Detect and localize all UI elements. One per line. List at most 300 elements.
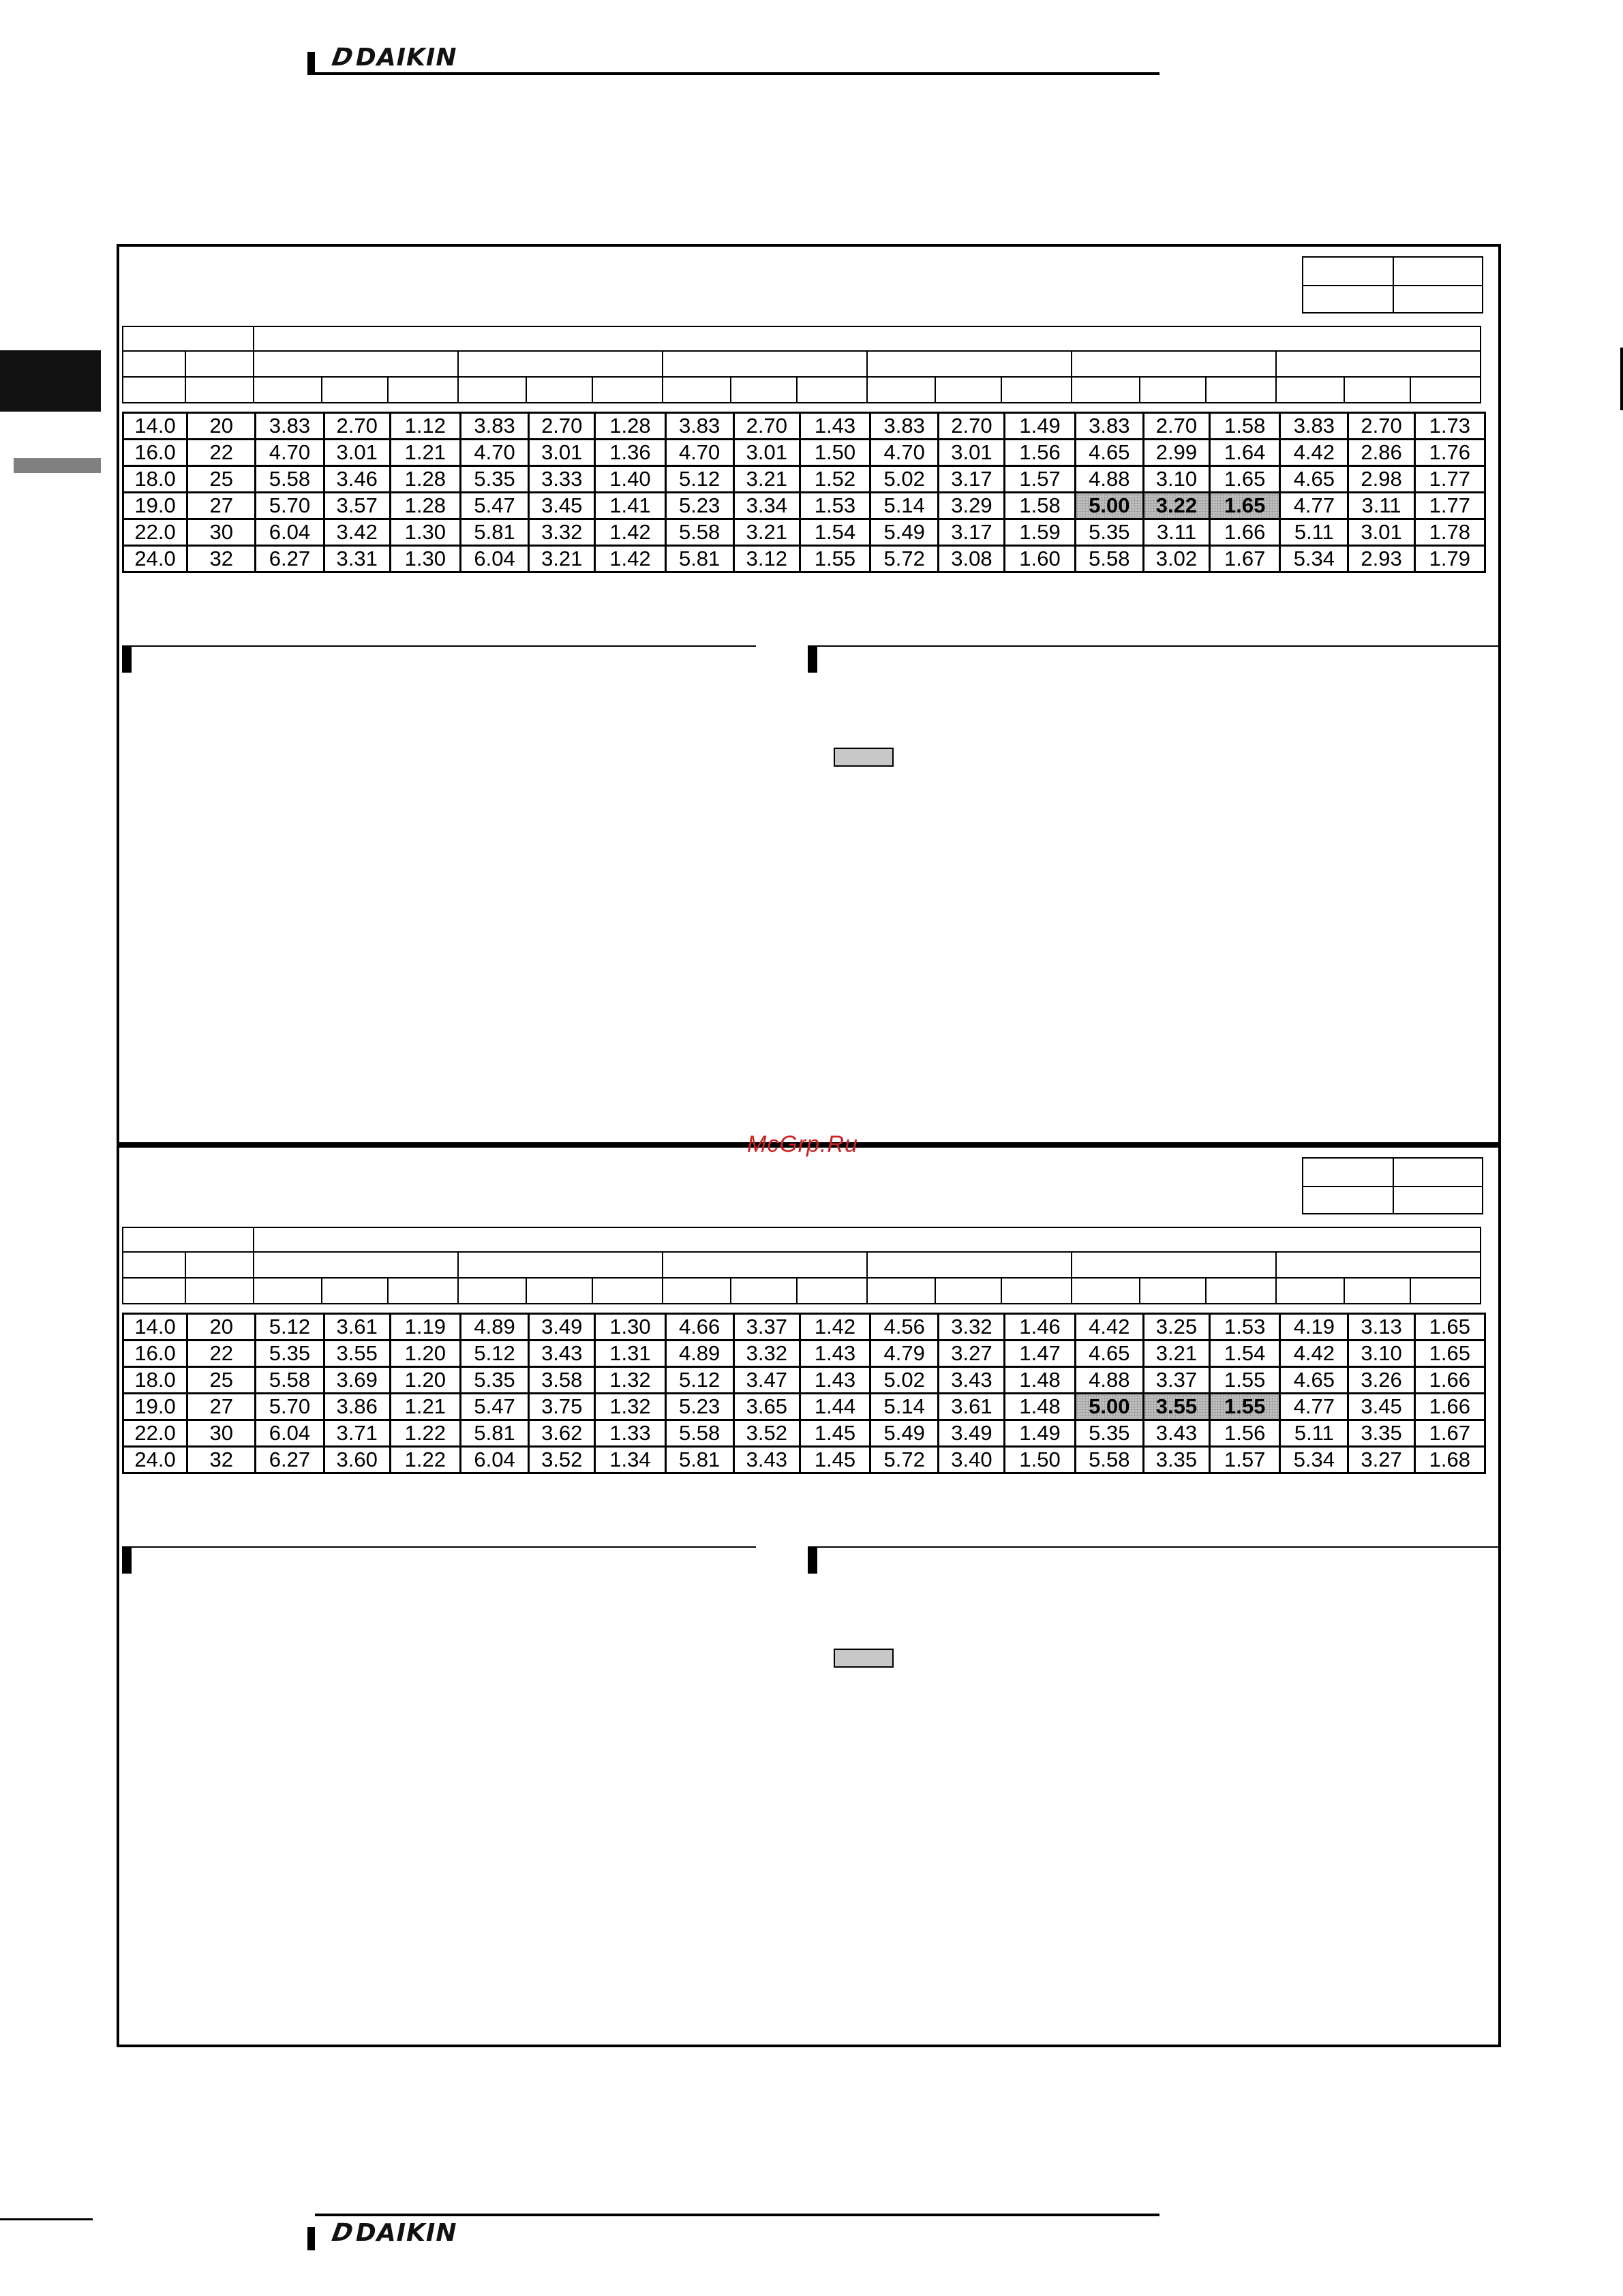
header-cell: [1071, 1277, 1140, 1304]
header-cell: [253, 1227, 1481, 1253]
value-cell: 3.10: [1143, 466, 1209, 493]
value-cell: 1.65: [1210, 493, 1280, 519]
header-cell: [1001, 376, 1072, 403]
wet-bulb-cell: 16.0: [123, 1341, 187, 1367]
value-cell: 1.56: [1005, 440, 1075, 466]
value-cell: 3.83: [460, 413, 528, 440]
value-cell: 3.52: [733, 1420, 800, 1447]
value-cell: 3.83: [256, 413, 324, 440]
value-cell: 5.81: [460, 519, 528, 546]
value-cell: 1.22: [390, 1420, 460, 1447]
value-cell: 5.72: [870, 546, 939, 572]
value-cell: 3.21: [733, 519, 800, 546]
value-cell: 5.11: [1280, 519, 1348, 546]
value-cell: 3.26: [1348, 1367, 1414, 1394]
value-cell: 3.83: [870, 413, 939, 440]
value-cell: 4.65: [1280, 1367, 1348, 1394]
value-cell: 1.56: [1210, 1420, 1280, 1447]
value-cell: 1.48: [1005, 1394, 1075, 1420]
value-cell: 1.68: [1414, 1447, 1485, 1473]
value-cell: 1.50: [1005, 1447, 1075, 1473]
value-cell: 1.42: [595, 546, 665, 572]
value-cell: 4.70: [256, 440, 324, 466]
value-cell: 1.77: [1414, 466, 1485, 493]
value-cell: 3.22: [1143, 493, 1209, 519]
value-cell: 4.88: [1075, 466, 1143, 493]
header-cell: [1275, 1251, 1481, 1279]
value-cell: 5.12: [460, 1341, 528, 1367]
value-cell: 1.31: [595, 1341, 665, 1367]
header-cell: [935, 376, 1002, 403]
header-cell: [662, 376, 731, 403]
value-cell: 5.58: [1075, 546, 1143, 572]
value-cell: 6.04: [460, 546, 528, 572]
value-cell: 3.40: [939, 1447, 1005, 1473]
header-cell: [122, 376, 186, 403]
value-cell: 1.32: [595, 1394, 665, 1420]
daikin-logo: [327, 2219, 457, 2247]
value-cell: 3.31: [324, 546, 390, 572]
value-cell: 3.86: [324, 1394, 390, 1420]
value-cell: 5.34: [1280, 1447, 1348, 1473]
value-cell: 4.56: [870, 1314, 939, 1341]
value-cell: 2.93: [1348, 546, 1414, 572]
value-cell: 5.47: [460, 493, 528, 519]
header-cell: [387, 1277, 459, 1304]
table-row: [123, 1314, 1485, 1341]
table-row: [123, 1341, 1485, 1367]
header-cell: [935, 1277, 1002, 1304]
value-cell: 3.01: [529, 440, 595, 466]
value-cell: 1.65: [1414, 1341, 1485, 1367]
header-cell: [321, 1277, 389, 1304]
subsection-left: [122, 645, 756, 673]
table-row: [123, 546, 1485, 572]
wet-bulb-cell: 22.0: [123, 1420, 187, 1447]
dry-bulb-cell: 27: [187, 493, 256, 519]
value-cell: 1.46: [1005, 1314, 1075, 1341]
table-row: [123, 1447, 1485, 1473]
value-cell: 4.79: [870, 1341, 939, 1367]
value-cell: 1.33: [595, 1420, 665, 1447]
value-cell: 5.58: [1075, 1447, 1143, 1473]
value-cell: 5.70: [256, 1394, 324, 1420]
value-cell: 3.32: [529, 519, 595, 546]
wet-bulb-cell: 22.0: [123, 519, 187, 546]
header-cell: [592, 1277, 663, 1304]
value-cell: 3.69: [324, 1367, 390, 1394]
value-cell: 1.20: [390, 1341, 460, 1367]
value-cell: 2.99: [1143, 440, 1209, 466]
value-cell: 3.08: [939, 546, 1005, 572]
top-header: [307, 38, 1159, 75]
value-cell: 3.83: [1075, 413, 1143, 440]
value-cell: 1.55: [1210, 1394, 1280, 1420]
value-cell: 1.65: [1414, 1314, 1485, 1341]
value-cell: 1.50: [800, 440, 870, 466]
value-cell: 5.35: [1075, 1420, 1143, 1447]
header-rule: [315, 2214, 1159, 2216]
header-cell: [1275, 1277, 1345, 1304]
value-cell: 1.58: [1210, 413, 1280, 440]
value-cell: 1.28: [390, 493, 460, 519]
value-cell: 6.04: [256, 1420, 324, 1447]
header-cell: [1344, 1277, 1411, 1304]
value-cell: 3.52: [529, 1447, 595, 1473]
value-cell: 1.52: [800, 466, 870, 493]
header-cell: [253, 376, 322, 403]
value-cell: 3.57: [324, 493, 390, 519]
value-cell: 1.48: [1005, 1367, 1075, 1394]
header-cell: [1139, 376, 1207, 403]
header-cell: [526, 376, 593, 403]
value-cell: 3.17: [939, 466, 1005, 493]
dry-bulb-cell: 22: [187, 440, 256, 466]
value-cell: 5.70: [256, 493, 324, 519]
value-cell: 1.28: [390, 466, 460, 493]
header-cell: [122, 1277, 186, 1304]
value-cell: 1.42: [595, 519, 665, 546]
value-cell: 3.12: [733, 546, 800, 572]
daikin-mark-icon: D: [327, 44, 359, 72]
header-cell: [387, 376, 459, 403]
wet-bulb-cell: 24.0: [123, 1447, 187, 1473]
header-cell: [592, 376, 663, 403]
value-cell: 3.55: [1143, 1394, 1209, 1420]
value-cell: 5.11: [1280, 1420, 1348, 1447]
legend-swatch: [834, 1649, 894, 1668]
dry-bulb-cell: 27: [187, 1394, 256, 1420]
wet-bulb-cell: 19.0: [123, 1394, 187, 1420]
value-cell: 1.45: [800, 1420, 870, 1447]
value-cell: 1.78: [1414, 519, 1485, 546]
bottom-header: [307, 2214, 1159, 2250]
legend-swatch: [834, 748, 894, 767]
value-cell: 5.35: [1075, 519, 1143, 546]
header-cell: [185, 1277, 254, 1304]
value-cell: 1.54: [1210, 1341, 1280, 1367]
subsection-right: [808, 645, 1500, 673]
header-cell: [122, 350, 186, 378]
value-cell: 3.17: [939, 519, 1005, 546]
value-cell: 5.14: [870, 493, 939, 519]
value-cell: 5.02: [870, 466, 939, 493]
chapter-tab: [0, 350, 101, 412]
corner-box: [1302, 1157, 1483, 1214]
daikin-mark-icon: D: [327, 2219, 359, 2247]
header-cell: [1139, 1277, 1207, 1304]
header-rule: [315, 72, 1159, 75]
value-cell: 1.65: [1210, 466, 1280, 493]
table-row: [123, 1394, 1485, 1420]
dry-bulb-cell: 30: [187, 519, 256, 546]
table-row: [123, 493, 1485, 519]
value-cell: 3.49: [529, 1314, 595, 1341]
value-cell: 5.81: [665, 1447, 733, 1473]
header-cell: [253, 1277, 322, 1304]
header-cell: [1001, 1277, 1072, 1304]
dry-bulb-cell: 25: [187, 1367, 256, 1394]
value-cell: 1.76: [1414, 440, 1485, 466]
value-cell: 3.46: [324, 466, 390, 493]
value-cell: 6.27: [256, 1447, 324, 1473]
corner-box: [1302, 256, 1483, 313]
value-cell: 1.66: [1210, 519, 1280, 546]
subsection-right: [808, 1546, 1500, 1574]
value-cell: 3.49: [939, 1420, 1005, 1447]
value-cell: 1.58: [1005, 493, 1075, 519]
value-cell: 2.70: [1348, 413, 1414, 440]
value-cell: 2.70: [529, 413, 595, 440]
value-cell: 1.64: [1210, 440, 1280, 466]
value-cell: 5.58: [256, 1367, 324, 1394]
header-cell: [457, 1251, 663, 1279]
value-cell: 5.49: [870, 1420, 939, 1447]
value-cell: 6.04: [256, 519, 324, 546]
value-cell: 3.10: [1348, 1341, 1414, 1367]
value-cell: 3.43: [939, 1367, 1005, 1394]
value-cell: 1.40: [595, 466, 665, 493]
table-row: [123, 1367, 1485, 1394]
header-cell: [1205, 1277, 1277, 1304]
dry-bulb-cell: 30: [187, 1420, 256, 1447]
dry-bulb-cell: 20: [187, 1314, 256, 1341]
value-cell: 1.66: [1414, 1367, 1485, 1394]
subsection-left: [122, 1546, 756, 1574]
value-cell: 4.65: [1075, 440, 1143, 466]
value-cell: 1.34: [595, 1447, 665, 1473]
edge-mark: [1620, 348, 1623, 410]
value-cell: 3.43: [733, 1447, 800, 1473]
value-cell: 3.42: [324, 519, 390, 546]
value-cell: 4.70: [665, 440, 733, 466]
value-cell: 3.21: [1143, 1341, 1209, 1367]
value-cell: 1.57: [1005, 466, 1075, 493]
value-cell: 6.27: [256, 546, 324, 572]
header-cell: [662, 1277, 731, 1304]
header-cell: [185, 350, 254, 378]
chapter-strip: [14, 458, 101, 473]
value-cell: 1.79: [1414, 546, 1485, 572]
value-cell: 5.34: [1280, 546, 1348, 572]
daikin-logo-text: DAIKIN: [355, 44, 457, 72]
value-cell: 3.13: [1348, 1314, 1414, 1341]
value-cell: 1.67: [1414, 1420, 1485, 1447]
header-cell: [730, 376, 798, 403]
value-cell: 5.58: [665, 1420, 733, 1447]
table-row: [123, 1420, 1485, 1447]
header-cell: [526, 1277, 593, 1304]
header-bar: [307, 2227, 315, 2250]
value-cell: 2.70: [1143, 413, 1209, 440]
header-cell: [1410, 376, 1481, 403]
wet-bulb-cell: 14.0: [123, 413, 187, 440]
header-cell: [796, 376, 868, 403]
value-cell: 2.70: [939, 413, 1005, 440]
wet-bulb-cell: 18.0: [123, 1367, 187, 1394]
header-cell: [122, 1251, 186, 1279]
header-cell: [457, 1277, 527, 1304]
value-cell: 3.45: [1348, 1394, 1414, 1420]
header-cell: [1275, 350, 1481, 378]
dry-bulb-cell: 22: [187, 1341, 256, 1367]
header-cell: [1071, 350, 1277, 378]
table-row: [123, 466, 1485, 493]
value-cell: 5.72: [870, 1447, 939, 1473]
value-cell: 4.89: [460, 1314, 528, 1341]
header-cell: [122, 326, 254, 352]
value-cell: 3.58: [529, 1367, 595, 1394]
value-cell: 2.70: [324, 413, 390, 440]
value-cell: 2.70: [733, 413, 800, 440]
capacity-panel-2: [117, 1145, 1501, 2047]
header-cell: [185, 1251, 254, 1279]
value-cell: 4.42: [1280, 1341, 1348, 1367]
value-cell: 3.61: [939, 1394, 1005, 1420]
dry-bulb-cell: 25: [187, 466, 256, 493]
value-cell: 6.04: [460, 1447, 528, 1473]
value-cell: 1.20: [390, 1367, 460, 1394]
value-cell: 2.86: [1348, 440, 1414, 466]
value-cell: 3.75: [529, 1394, 595, 1420]
table-row: [123, 440, 1485, 466]
value-cell: 3.83: [1280, 413, 1348, 440]
header-cell: [1344, 376, 1411, 403]
value-cell: 3.34: [733, 493, 800, 519]
value-cell: 1.53: [800, 493, 870, 519]
value-cell: 1.49: [1005, 1420, 1075, 1447]
value-cell: 1.19: [390, 1314, 460, 1341]
value-cell: 1.66: [1414, 1394, 1485, 1420]
value-cell: 3.11: [1143, 519, 1209, 546]
value-cell: 3.01: [324, 440, 390, 466]
header-cell: [185, 376, 254, 403]
value-cell: 3.29: [939, 493, 1005, 519]
value-cell: 3.55: [324, 1341, 390, 1367]
value-cell: 1.54: [800, 519, 870, 546]
capacity-panel-1: [117, 244, 1501, 1145]
value-cell: 1.28: [595, 413, 665, 440]
value-cell: 5.35: [256, 1341, 324, 1367]
header-cell: [1275, 376, 1345, 403]
header-cell: [253, 1251, 459, 1279]
value-cell: 5.49: [870, 519, 939, 546]
value-cell: 5.81: [460, 1420, 528, 1447]
value-cell: 3.21: [733, 466, 800, 493]
value-cell: 3.71: [324, 1420, 390, 1447]
value-cell: 5.23: [665, 1394, 733, 1420]
header-cell: [730, 1277, 798, 1304]
value-cell: 1.36: [595, 440, 665, 466]
header-cell: [866, 1251, 1072, 1279]
footer-rule: [0, 2218, 93, 2220]
header-cell: [662, 350, 868, 378]
value-cell: 3.45: [529, 493, 595, 519]
header-cell: [866, 1277, 936, 1304]
value-cell: 1.59: [1005, 519, 1075, 546]
value-cell: 5.23: [665, 493, 733, 519]
value-cell: 3.35: [1348, 1420, 1414, 1447]
value-cell: 3.27: [939, 1341, 1005, 1367]
value-cell: 4.42: [1280, 440, 1348, 466]
value-cell: 5.81: [665, 546, 733, 572]
value-cell: 5.12: [256, 1314, 324, 1341]
value-cell: 1.67: [1210, 546, 1280, 572]
daikin-logo: [327, 44, 457, 72]
daikin-logo-text: DAIKIN: [355, 2219, 457, 2247]
value-cell: 1.53: [1210, 1314, 1280, 1341]
capacity-table: [122, 1313, 1486, 1474]
value-cell: 4.89: [665, 1341, 733, 1367]
value-cell: 1.47: [1005, 1341, 1075, 1367]
header-cell: [796, 1277, 868, 1304]
wet-bulb-cell: 19.0: [123, 493, 187, 519]
value-cell: 1.60: [1005, 546, 1075, 572]
value-cell: 1.43: [800, 413, 870, 440]
wet-bulb-cell: 14.0: [123, 1314, 187, 1341]
header-cell: [1071, 376, 1140, 403]
value-cell: 1.49: [1005, 413, 1075, 440]
value-cell: 1.44: [800, 1394, 870, 1420]
value-cell: 1.42: [800, 1314, 870, 1341]
value-cell: 3.01: [733, 440, 800, 466]
header-cell: [122, 1227, 254, 1253]
value-cell: 1.21: [390, 1394, 460, 1420]
value-cell: 4.19: [1280, 1314, 1348, 1341]
value-cell: 5.12: [665, 466, 733, 493]
value-cell: 3.35: [1143, 1447, 1209, 1473]
header-cell: [253, 350, 459, 378]
header-cell: [321, 376, 389, 403]
value-cell: 4.77: [1280, 1394, 1348, 1420]
header-cell: [457, 350, 663, 378]
value-cell: 1.55: [800, 546, 870, 572]
value-cell: 1.22: [390, 1447, 460, 1473]
value-cell: 3.65: [733, 1394, 800, 1420]
value-cell: 5.00: [1075, 493, 1143, 519]
header-cell: [457, 376, 527, 403]
value-cell: 5.47: [460, 1394, 528, 1420]
value-cell: 4.70: [460, 440, 528, 466]
value-cell: 3.60: [324, 1447, 390, 1473]
value-cell: 5.35: [460, 466, 528, 493]
header-cell: [1071, 1251, 1277, 1279]
value-cell: 4.66: [665, 1314, 733, 1341]
value-cell: 1.57: [1210, 1447, 1280, 1473]
value-cell: 3.32: [939, 1314, 1005, 1341]
value-cell: 1.43: [800, 1367, 870, 1394]
value-cell: 3.33: [529, 466, 595, 493]
dry-bulb-cell: 20: [187, 413, 256, 440]
capacity-table: [122, 412, 1486, 573]
value-cell: 2.98: [1348, 466, 1414, 493]
watermark-text: McGrp.Ru: [747, 1131, 858, 1157]
header-cell: [1205, 376, 1277, 403]
value-cell: 4.65: [1280, 466, 1348, 493]
value-cell: 4.42: [1075, 1314, 1143, 1341]
value-cell: 5.02: [870, 1367, 939, 1394]
value-cell: 3.47: [733, 1367, 800, 1394]
value-cell: 3.11: [1348, 493, 1414, 519]
value-cell: 5.35: [460, 1367, 528, 1394]
value-cell: 1.32: [595, 1367, 665, 1394]
value-cell: 3.61: [324, 1314, 390, 1341]
dry-bulb-cell: 32: [187, 546, 256, 572]
value-cell: 3.43: [1143, 1420, 1209, 1447]
value-cell: 3.01: [939, 440, 1005, 466]
value-cell: 1.73: [1414, 413, 1485, 440]
value-cell: 4.88: [1075, 1367, 1143, 1394]
